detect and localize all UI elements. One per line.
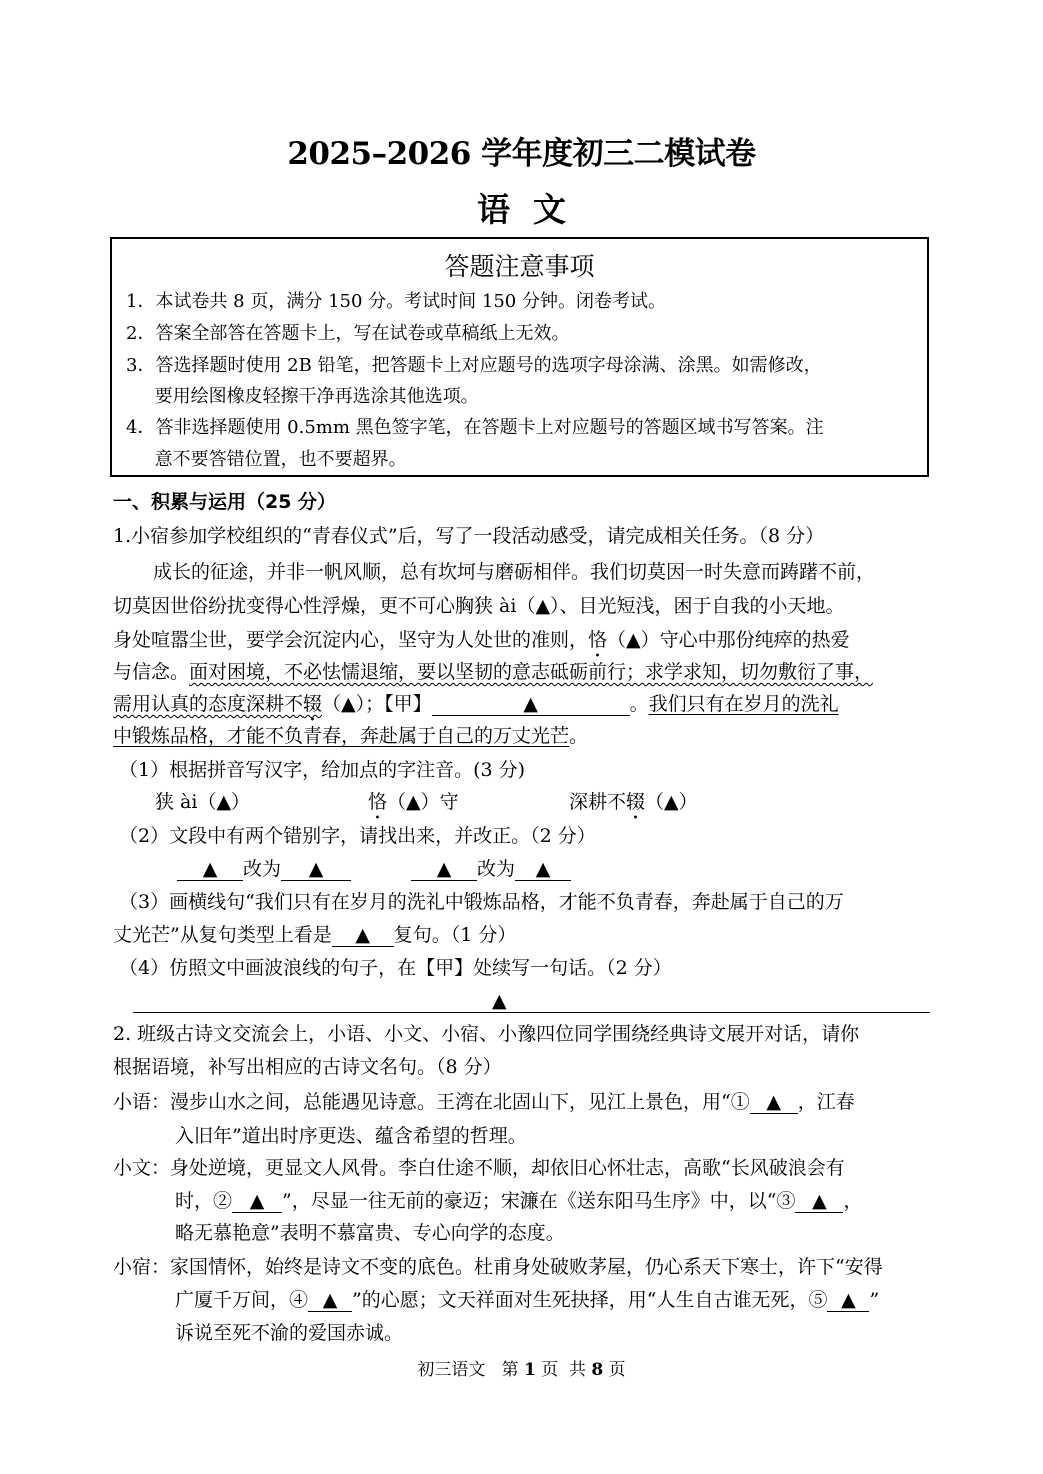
sub-question-3: （3）画横线句“我们只有在岁月的洗礼中锻炼品格，才能不负青春，奔赴属于自己的万 bbox=[119, 891, 844, 913]
passage-line bbox=[113, 691, 839, 726]
dotted-char: 辍 bbox=[626, 791, 646, 813]
pinyin-item-text: （▲）守 bbox=[387, 791, 459, 813]
answer-blank[interactable]: ▲ bbox=[177, 858, 243, 881]
sub-question-1: （1）根据拼音写汉字，给加点的字注音。(3 分) bbox=[119, 759, 526, 781]
correction-label: 改为 bbox=[477, 858, 516, 880]
dialogue-text: ” bbox=[869, 1289, 880, 1311]
dialogue-line: 诉说至死不渝的爱国赤诚。 bbox=[175, 1322, 404, 1344]
dialogue-text: 身处逆境，更显文人风骨。李白仕途不顺，却依旧心怀壮志，高歌“长风破浪会有 bbox=[170, 1157, 845, 1179]
sub-question-text: 丈光芒”从复句类型上看是 bbox=[113, 924, 332, 946]
dialogue-text: 家国情怀，始终是诗文不变的底色。杜甫身处破败茅屋，仍心系天下寒士，许下“安得 bbox=[170, 1256, 883, 1278]
answer-blank[interactable]: ▲ bbox=[515, 858, 571, 881]
notice-item: 1．本试卷共 8 页，满分 150 分。考试时间 150 分钟。闭卷考试。 bbox=[126, 291, 666, 312]
underlined-sentence: 中锻炼品格，才能不负青春，奔赴属于自己的万丈光芒 bbox=[113, 725, 570, 747]
passage-line bbox=[113, 659, 873, 685]
dialogue-text: ， bbox=[843, 1190, 863, 1212]
answer-blank[interactable]: ▲ bbox=[411, 858, 477, 881]
dialogue-text: ，江春 bbox=[797, 1091, 855, 1113]
wavy-sentence: 面对困境，不必怯懦退缩，要以坚韧的意志砥砺前行；求学求知，切勿敷衍了事， bbox=[189, 661, 874, 683]
notice-heading: 答题注意事项 bbox=[444, 252, 595, 281]
passage-text: 与信念。 bbox=[113, 661, 190, 683]
sub-question-text: 复句。（1 分） bbox=[393, 924, 517, 946]
dialogue-line bbox=[113, 1089, 855, 1115]
sub-question-4: （4）仿照文中画波浪线的句子，在【甲】处续写一句话。（2 分） bbox=[119, 957, 672, 979]
pinyin-item-text: 深耕不 bbox=[569, 791, 627, 813]
sub-question-3-cont bbox=[113, 922, 516, 948]
dialogue-line bbox=[113, 1155, 845, 1181]
dotted-char: 辍 bbox=[303, 693, 323, 715]
dialogue-text: 漫步山水之间，总能遇见诗意。王湾在北固山下，见江上景色，用“① bbox=[170, 1091, 750, 1113]
total-pages: 8 bbox=[591, 1360, 604, 1380]
notice-item: 要用绘图橡皮轻擦干净再选涂其他选项。 bbox=[126, 386, 479, 407]
passage-text: 身处喧嚣尘世，要学会沉淀内心，坚守为人处世的准则， bbox=[113, 629, 589, 651]
passage-text: （▲）守心中那份纯瘁的热爱 bbox=[607, 629, 850, 651]
dialogue-line bbox=[113, 1254, 883, 1280]
answer-line-marker: ▲ bbox=[492, 990, 507, 1012]
question-2-stem: 根据语境，补写出相应的古诗文名句。（8 分） bbox=[113, 1056, 502, 1078]
passage-line: 成长的征途，并非一帆风顺，总有坎坷与磨砺相伴。我们切莫因一时失意而踌躇不前， bbox=[153, 561, 876, 583]
wavy-sentence: 需用认真的态度深耕不 bbox=[113, 693, 304, 715]
answer-blank[interactable]: ▲ bbox=[281, 858, 351, 881]
exam-title: 2025–2026 学年度初三二模试卷 bbox=[287, 136, 756, 172]
section-heading: 一、积累与运用（25 分） bbox=[113, 491, 337, 513]
question-1-stem: 1.小宿参加学校组织的“青春仪式”后，写了一段活动感受，请完成相关任务。（8 分） bbox=[113, 525, 825, 547]
footer-text: 页 共 bbox=[535, 1360, 592, 1380]
notice-item: 3．答选择题时使用 2B 铅笔，把答题卡上对应题号的选项字母涂满、涂黑。如需修改， bbox=[126, 355, 822, 376]
passage-text: 。 bbox=[569, 725, 589, 747]
speaker-label: 小语： bbox=[113, 1091, 171, 1113]
page-footer bbox=[0, 1355, 1043, 1380]
answer-line[interactable] bbox=[133, 1012, 930, 1013]
passage-line bbox=[113, 723, 588, 749]
footer-text: 初三语文 第 bbox=[417, 1360, 524, 1380]
sub-question-2: （2）文段中有两个错别字，请找出来，并改正。（2 分） bbox=[119, 825, 596, 847]
footer-text: 页 bbox=[603, 1360, 626, 1380]
notice-item: 4．答非选择题使用 0.5mm 黑色签字笔，在答题卡上对应题号的答题区域书写答案。注 bbox=[126, 417, 824, 438]
subject-title: 语 文 bbox=[477, 190, 566, 229]
dialogue-line: 略无慕艳意”表明不慕富贵、专心向学的态度。 bbox=[175, 1222, 565, 1244]
pinyin-item-text: （▲） bbox=[645, 791, 698, 813]
answer-blank[interactable]: ▲ bbox=[232, 1190, 282, 1213]
answer-blank[interactable]: ▲ bbox=[827, 1289, 869, 1312]
speaker-label: 小文： bbox=[113, 1157, 171, 1179]
dialogue-line bbox=[175, 1188, 862, 1214]
correction-row bbox=[177, 856, 351, 882]
page-number: 1 bbox=[523, 1360, 536, 1380]
answer-blank[interactable]: ▲ bbox=[795, 1190, 843, 1213]
passage-line: 切莫因世俗纷扰变得心性浮燥，更不可心胸狭 ài（▲）、目光短浅，困于自我的小天地。 bbox=[113, 595, 845, 617]
notice-box bbox=[110, 237, 929, 477]
answer-blank[interactable]: ▲ bbox=[308, 1289, 352, 1312]
answer-blank[interactable]: ▲ bbox=[432, 693, 630, 716]
underlined-sentence: 我们只有在岁月的洗礼 bbox=[648, 693, 839, 715]
correction-row bbox=[411, 856, 571, 882]
dialogue-line: 入旧年”道出时序更迭、蕴含希望的哲理。 bbox=[175, 1125, 527, 1147]
dotted-char: 恪 bbox=[588, 629, 608, 651]
dialogue-text: 广厦千万间，④ bbox=[175, 1289, 309, 1311]
pinyin-item bbox=[569, 789, 698, 824]
dotted-char: 恪 bbox=[368, 791, 388, 813]
passage-text: （▲）；【甲】 bbox=[322, 693, 432, 715]
answer-blank[interactable]: ▲ bbox=[750, 1091, 798, 1114]
passage-line bbox=[113, 627, 850, 662]
notice-item: 意不要答错位置，也不要超界。 bbox=[126, 449, 407, 470]
pinyin-item bbox=[368, 789, 459, 824]
correction-label: 改为 bbox=[243, 858, 282, 880]
question-2-stem: 2. 班级古诗文交流会上，小语、小文、小宿、小豫四位同学围绕经典诗文展开对话，请你 bbox=[113, 1023, 860, 1045]
dialogue-text: ”，尽显一往无前的豪迈；宋濂在《送东阳马生序》中，以“③ bbox=[282, 1190, 796, 1212]
pinyin-item: 狭 ài（▲） bbox=[155, 791, 251, 813]
notice-item: 2．答案全部答在答题卡上，写在试卷或草稿纸上无效。 bbox=[126, 323, 570, 344]
passage-text: 。 bbox=[629, 693, 649, 715]
speaker-label: 小宿： bbox=[113, 1256, 171, 1278]
dialogue-text: ”的心愿；文天祥面对生死抉择，用“人生自古谁无死，⑤ bbox=[352, 1289, 828, 1311]
dialogue-text: 时，② bbox=[175, 1190, 233, 1212]
answer-blank[interactable]: ▲ bbox=[332, 924, 394, 947]
dialogue-line bbox=[175, 1287, 879, 1313]
